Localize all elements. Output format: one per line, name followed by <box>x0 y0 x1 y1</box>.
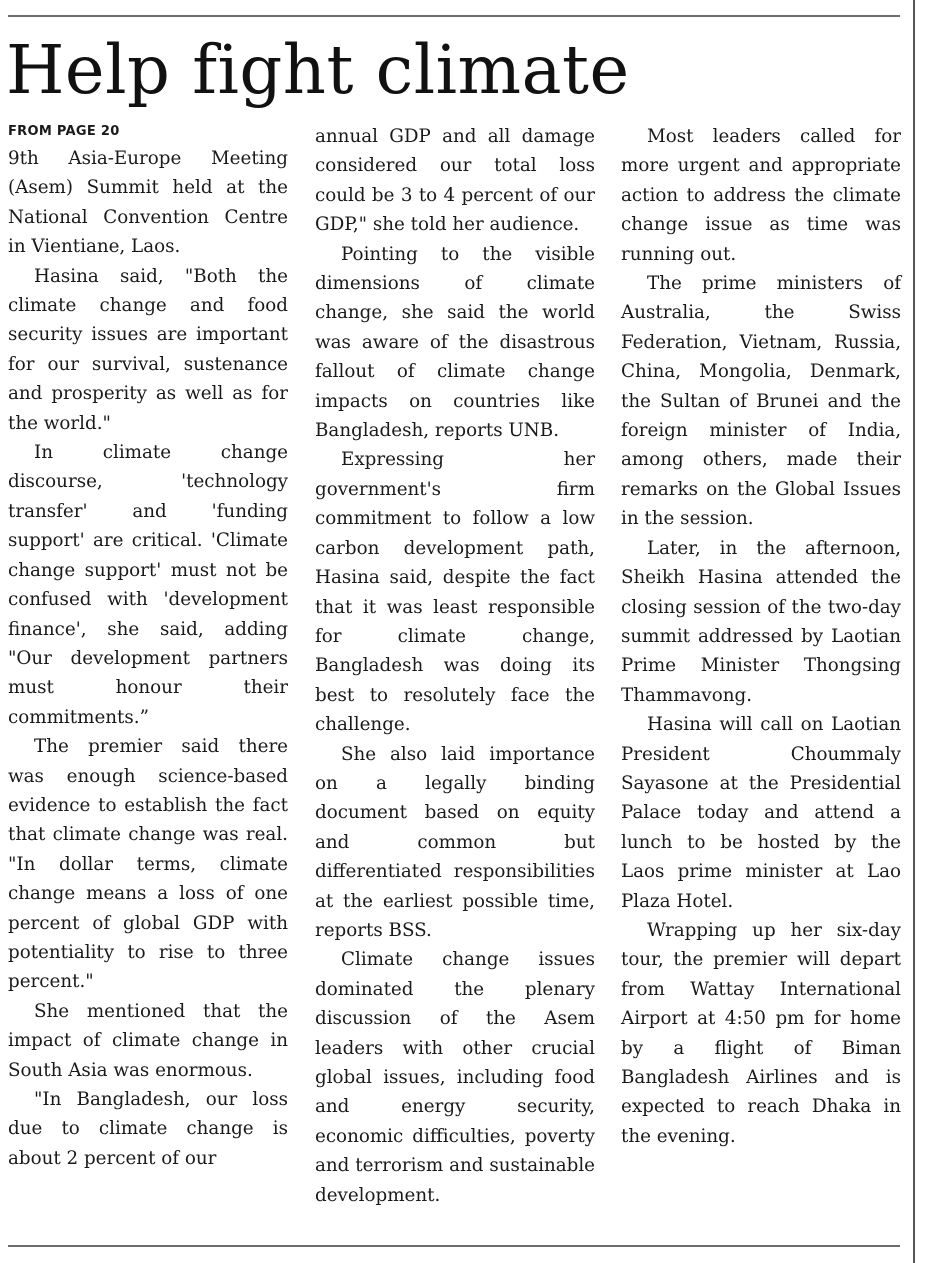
paragraph: She also laid importance on a legally binding document based on equity and common but differentiated responsibilities at the earliest possible time, reports BSS. <box>315 743 595 941</box>
paragraph: The premier said there was enough science-based evidence to establish the fact that climate change was real. "In dollar terms, climate change means a loss of one percent of global GDP with potentiality to rise to three percent." <box>8 736 288 993</box>
paragraph: Hasina said, "Both the climate change and food security issues are important for our survival, sustenance and prosperity as well as for the world." <box>8 265 288 434</box>
paragraph: The prime ministers of Australia, the Swiss Federation, Vietnam, Russia, China, Mongolia, Denmark, the Sultan of Brunei and the foreign minister of India, among others, made their remarks on the Global Issues in the session. <box>621 273 901 530</box>
column-divider-right <box>913 0 915 1263</box>
article-column-3 <box>621 122 901 1151</box>
paragraph: 9th Asia-Europe Meeting (Asem) Summit held at the National Convention Centre in Vientiane, Laos. <box>8 148 288 258</box>
headline: Help fight climate <box>6 31 630 109</box>
paragraph: Most leaders called for more urgent and appropriate action to address the climate change issue as time was running out. <box>621 126 901 265</box>
paragraph: Expressing her government's firm commitment to follow a low carbon development path, Hasina said, despite the fact that it was least responsible for climate change, Bangladesh was doing its best to resolutely face the challenge. <box>315 449 595 736</box>
paragraph: Climate change issues dominated the plenary discussion of the Asem leaders with other crucial global issues, including food and energy security, economic difficulties, poverty and terrorism and sustainable development. <box>315 949 595 1206</box>
continued-from-label: FROM PAGE 20 <box>8 124 120 139</box>
paragraph: She mentioned that the impact of climate change in South Asia was enormous. <box>8 1000 288 1081</box>
bottom-rule <box>8 1245 900 1247</box>
paragraph: Later, in the afternoon, Sheikh Hasina attended the closing session of the two-day summit addressed by Laotian Prime Minister Thongsing Thammavong. <box>621 537 901 706</box>
paragraph: "In Bangladesh, our loss due to climate change is about 2 percent of our <box>8 1089 288 1169</box>
top-rule <box>8 15 900 17</box>
article-column-1 <box>8 144 288 1173</box>
paragraph: Wrapping up her six-day tour, the premier will depart from Wattay International Airport at 4:50 pm for home by a flight of Biman Bangladesh Airlines and is expected to reach Dhaka in the evening. <box>621 919 901 1147</box>
paragraph: Pointing to the visible dimensions of climate change, she said the world was aware of the disastrous fallout of climate change impacts on countries like Bangladesh, reports UNB. <box>315 243 595 442</box>
article-column-2 <box>315 122 595 1210</box>
paragraph: annual GDP and all damage considered our total loss could be 3 to 4 percent of our GDP," she told her audience. <box>315 126 595 236</box>
paragraph: In climate change discourse, 'technology transfer' and 'funding support' are critical. 'Climate change support' must not be confused with 'development finance', she said, adding "Our development partners must honour their commitments.” <box>8 442 288 728</box>
paragraph: Hasina will call on Laotian President Choummaly Sayasone at the Presidential Palace today and attend a lunch to be hosted by the Laos prime minister at Lao Plaza Hotel. <box>621 714 901 912</box>
